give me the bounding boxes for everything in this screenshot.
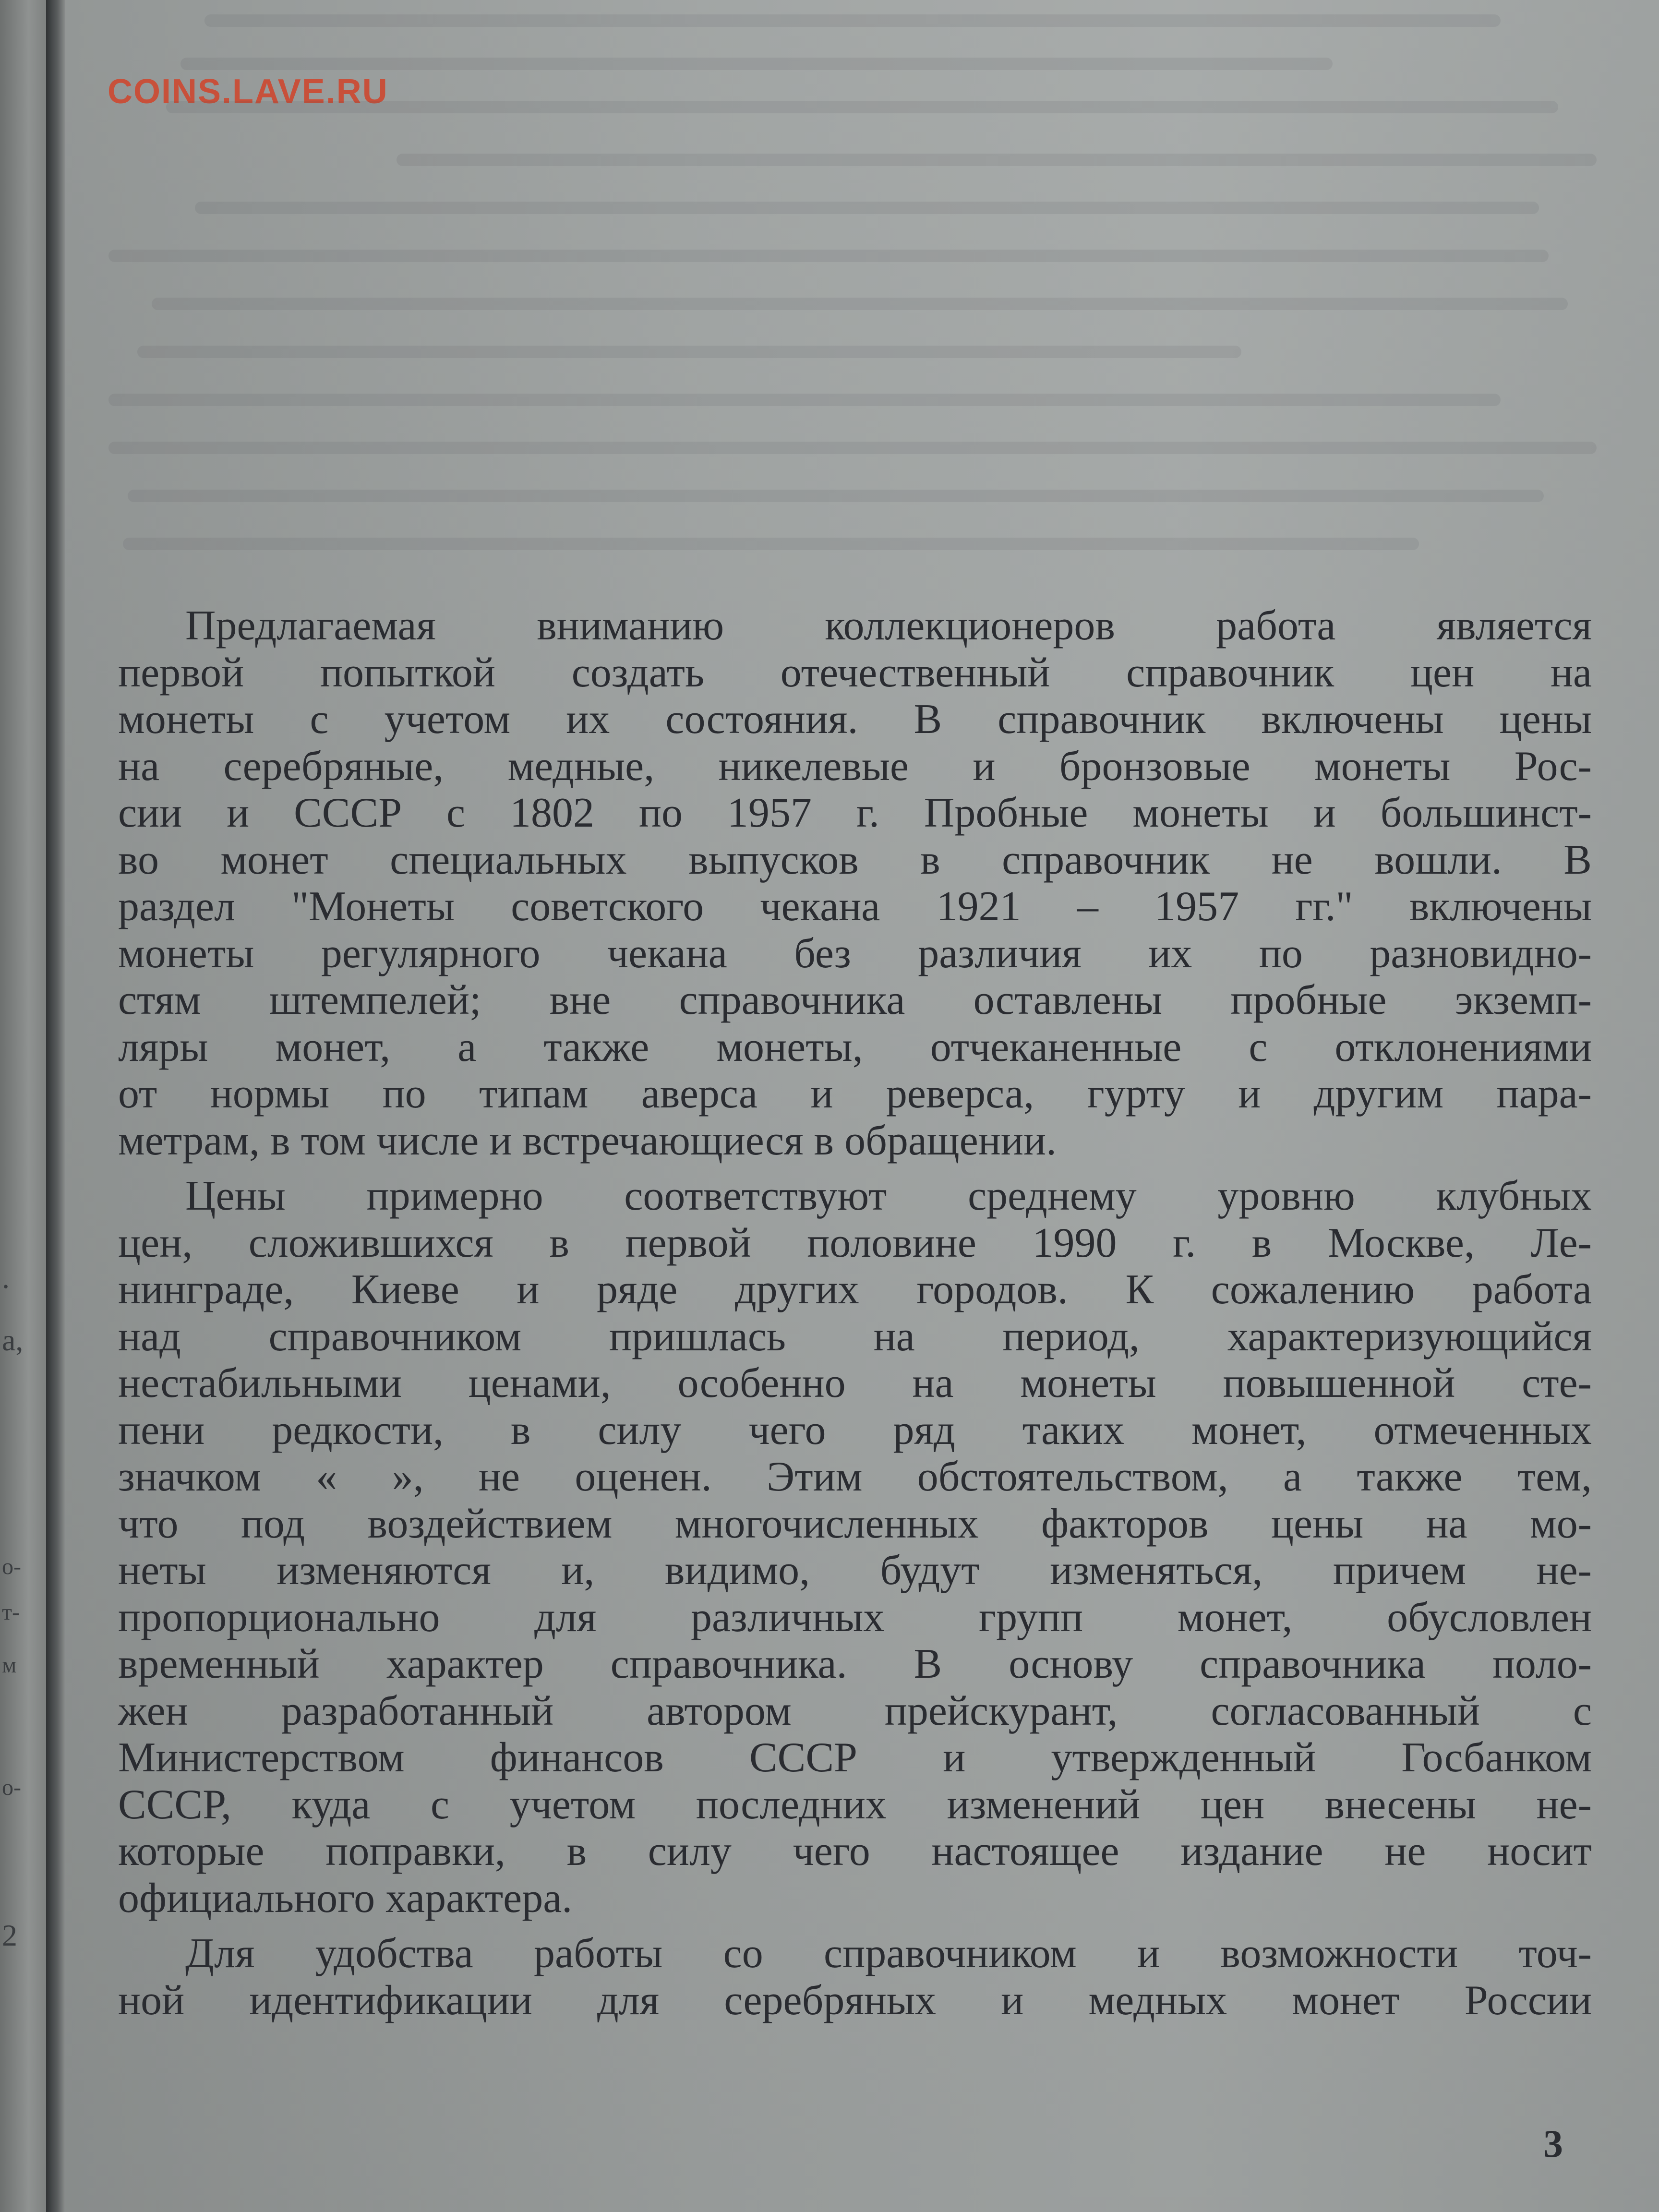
text-line: от нормы по типам аверса и реверса, гурту и другим пара- <box>118 1070 1592 1117</box>
text-line: монеты регулярного чекана без различия их по разновидно- <box>118 930 1592 977</box>
text-line: метрам, в том числе и встречающиеся в обращении. <box>118 1117 1057 1164</box>
text-line: которые поправки, в силу чего настоящее издание не носит <box>118 1828 1592 1875</box>
paragraph-3 <box>118 1930 1592 2024</box>
text-line: во монет специальных выпусков в справочник не вошли. В <box>118 836 1592 883</box>
text-line: нинграде, Киеве и ряде других городов. К сожалению работа <box>118 1266 1592 1313</box>
text-line: значком « », не оценен. Этим обстоятельством, а также тем, <box>118 1454 1592 1500</box>
text-line: временный характер справочника. В основу справочника поло- <box>118 1641 1592 1687</box>
text-line: монеты с учетом их состояния. В справочник включены цены <box>118 696 1592 743</box>
text-line: сии и СССР с 1802 по 1957 г. Пробные монеты и большинст- <box>118 790 1592 836</box>
text-line: СССР, куда с учетом последних изменений цен внесены не- <box>118 1781 1592 1828</box>
text-line: пени редкости, в силу чего ряд таких монет, отмеченных <box>118 1407 1592 1454</box>
text-line: ной идентификации для серебряных и медных монет России <box>118 1977 1592 2024</box>
margin-fragment: о- <box>2 1775 21 1800</box>
margin-fragment: 2 <box>2 1918 17 1952</box>
watermark: COINS.LAVE.RU <box>108 72 388 111</box>
text-line: Министерством финансов СССР и утвержденный Госбанком <box>118 1734 1592 1781</box>
paragraph-2 <box>118 1173 1592 1922</box>
margin-fragment: т- <box>2 1599 20 1625</box>
margin-fragment: о- <box>2 1554 21 1579</box>
margin-fragment: . <box>2 1261 10 1295</box>
main-text <box>118 602 1592 2032</box>
margin-fragment: м <box>2 1652 17 1678</box>
paragraph-1 <box>118 602 1592 1164</box>
text-line: официального характера. <box>118 1875 573 1922</box>
text-line: Предлагаемая вниманию коллекционеров работа является <box>185 602 1592 649</box>
text-line: нестабильными ценами, особенно на монеты повышенной сте- <box>118 1360 1592 1407</box>
show-through-text <box>108 10 1573 576</box>
text-line: неты изменяются и, видимо, будут изменяться, причем не- <box>118 1547 1592 1594</box>
text-line: на серебряные, медные, никелевые и бронзовые монеты Рос- <box>118 743 1592 790</box>
text-line: пропорционально для различных групп монет, обусловлен <box>118 1594 1592 1641</box>
text-line: Цены примерно соответствуют среднему уровню клубных <box>185 1173 1592 1219</box>
text-line: цен, сложившихся в первой половине 1990 г. в Москве, Ле- <box>118 1219 1592 1266</box>
text-line: жен разработанный автором прейскурант, согласованный с <box>118 1687 1592 1734</box>
facing-page-edge <box>0 0 48 2212</box>
text-line: что под воздействием многочисленных факторов цены на мо- <box>118 1500 1592 1547</box>
book-page <box>65 0 1659 2212</box>
text-line: стям штемпелей; вне справочника оставлены пробные экземп- <box>118 977 1592 1023</box>
margin-fragment: а, <box>2 1323 24 1357</box>
text-line: ляры монет, а также монеты, отчеканенные с отклонениями <box>118 1023 1592 1070</box>
text-line: Для удобства работы со справочником и возможности точ- <box>185 1930 1592 1977</box>
page-number: 3 <box>1543 2122 1563 2165</box>
text-line: раздел "Монеты советского чекана 1921 – 1957 гг." включены <box>118 883 1592 930</box>
text-line: первой попыткой создать отечественный справочник цен на <box>118 649 1592 696</box>
text-line: над справочником пришлась на период, характеризующийся <box>118 1313 1592 1360</box>
book-spine-shadow <box>46 0 65 2212</box>
